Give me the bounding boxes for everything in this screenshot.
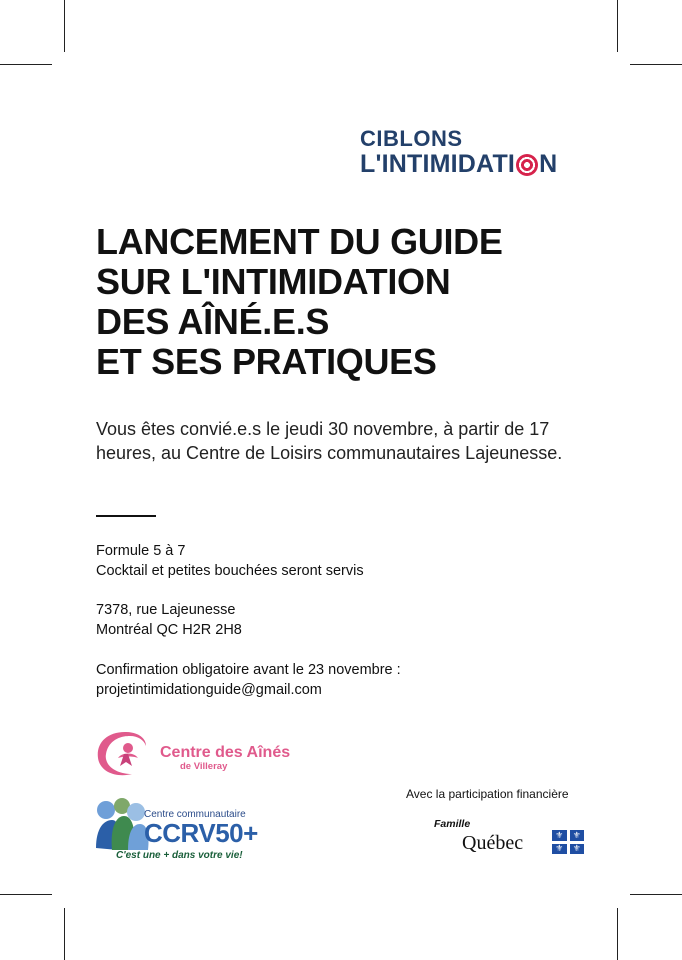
page-title <box>96 222 503 382</box>
divider <box>96 515 156 517</box>
centre-des-aines-logo <box>94 728 304 778</box>
financing-text: Avec la participation financière <box>406 787 569 801</box>
crop-mark-bottom-right <box>617 908 618 960</box>
contact-email[interactable]: projetintimidationguide@gmail.com <box>96 682 322 698</box>
crop-mark-top-right <box>617 0 618 52</box>
quebec-flag-icon <box>552 830 584 854</box>
crop-mark-bottom-right-h <box>630 894 682 895</box>
target-icon <box>516 154 538 176</box>
crop-mark-bottom-left-h <box>0 894 52 895</box>
centre-des-aines-subtitle: de Villeray <box>180 761 228 772</box>
fleur-de-lis-icon: ⚜ <box>552 830 567 841</box>
campaign-line-2-end: N <box>539 150 558 178</box>
quebec-logo <box>434 818 584 858</box>
ccrv-slogan: C'est une + dans votre vie! <box>116 850 243 861</box>
event-format <box>96 541 364 581</box>
title-line-3: DES AÎNÉ.E.S <box>96 301 330 342</box>
crop-mark-top-right-h <box>630 64 682 65</box>
crop-mark-top-left-h <box>0 64 52 65</box>
campaign-line-2 <box>360 152 557 177</box>
event-address <box>96 600 242 640</box>
crop-mark-top-left <box>64 0 65 52</box>
title-line-1: LANCEMENT DU GUIDE <box>96 221 503 262</box>
campaign-line-1: CIBLONS <box>360 126 463 151</box>
ccrv-logo <box>94 796 294 870</box>
ccrv-small-text: Centre communautaire <box>144 809 246 820</box>
fleur-de-lis-icon: ⚜ <box>570 830 585 841</box>
event-confirmation <box>96 660 401 700</box>
intro-paragraph: Vous êtes convié.e.s le jeudi 30 novembre, à partir de 17 heures, au Centre de Loisirs communautaires Lajeunesse. <box>96 419 563 463</box>
campaign-logo <box>360 128 557 177</box>
formula-text: Formule 5 à 7 <box>96 543 186 559</box>
centre-des-aines-emblem-icon <box>94 728 156 778</box>
title-line-2: SUR L'INTIMIDATION <box>96 261 451 302</box>
crop-mark-bottom-left <box>64 908 65 960</box>
fleur-de-lis-icon: ⚜ <box>552 844 567 855</box>
confirmation-text: Confirmation obligatoire avant le 23 novembre : <box>96 662 401 678</box>
ccrv-name: CCRV50+ <box>144 818 258 848</box>
quebec-famille-text: Famille <box>434 818 471 830</box>
address-line-2: Montréal QC H2R 2H8 <box>96 622 242 638</box>
address-line-1: 7378, rue Lajeunesse <box>96 602 236 618</box>
food-text: Cocktail et petites bouchées seront servis <box>96 563 364 579</box>
fleur-de-lis-icon: ⚜ <box>570 844 585 855</box>
centre-des-aines-name: Centre des Aînés <box>160 744 291 761</box>
campaign-line-2-text: L'INTIMIDATI <box>360 150 516 178</box>
quebec-name: Québec <box>462 832 524 854</box>
title-line-4: ET SES PRATIQUES <box>96 341 437 382</box>
centre-des-aines-text <box>160 744 290 772</box>
